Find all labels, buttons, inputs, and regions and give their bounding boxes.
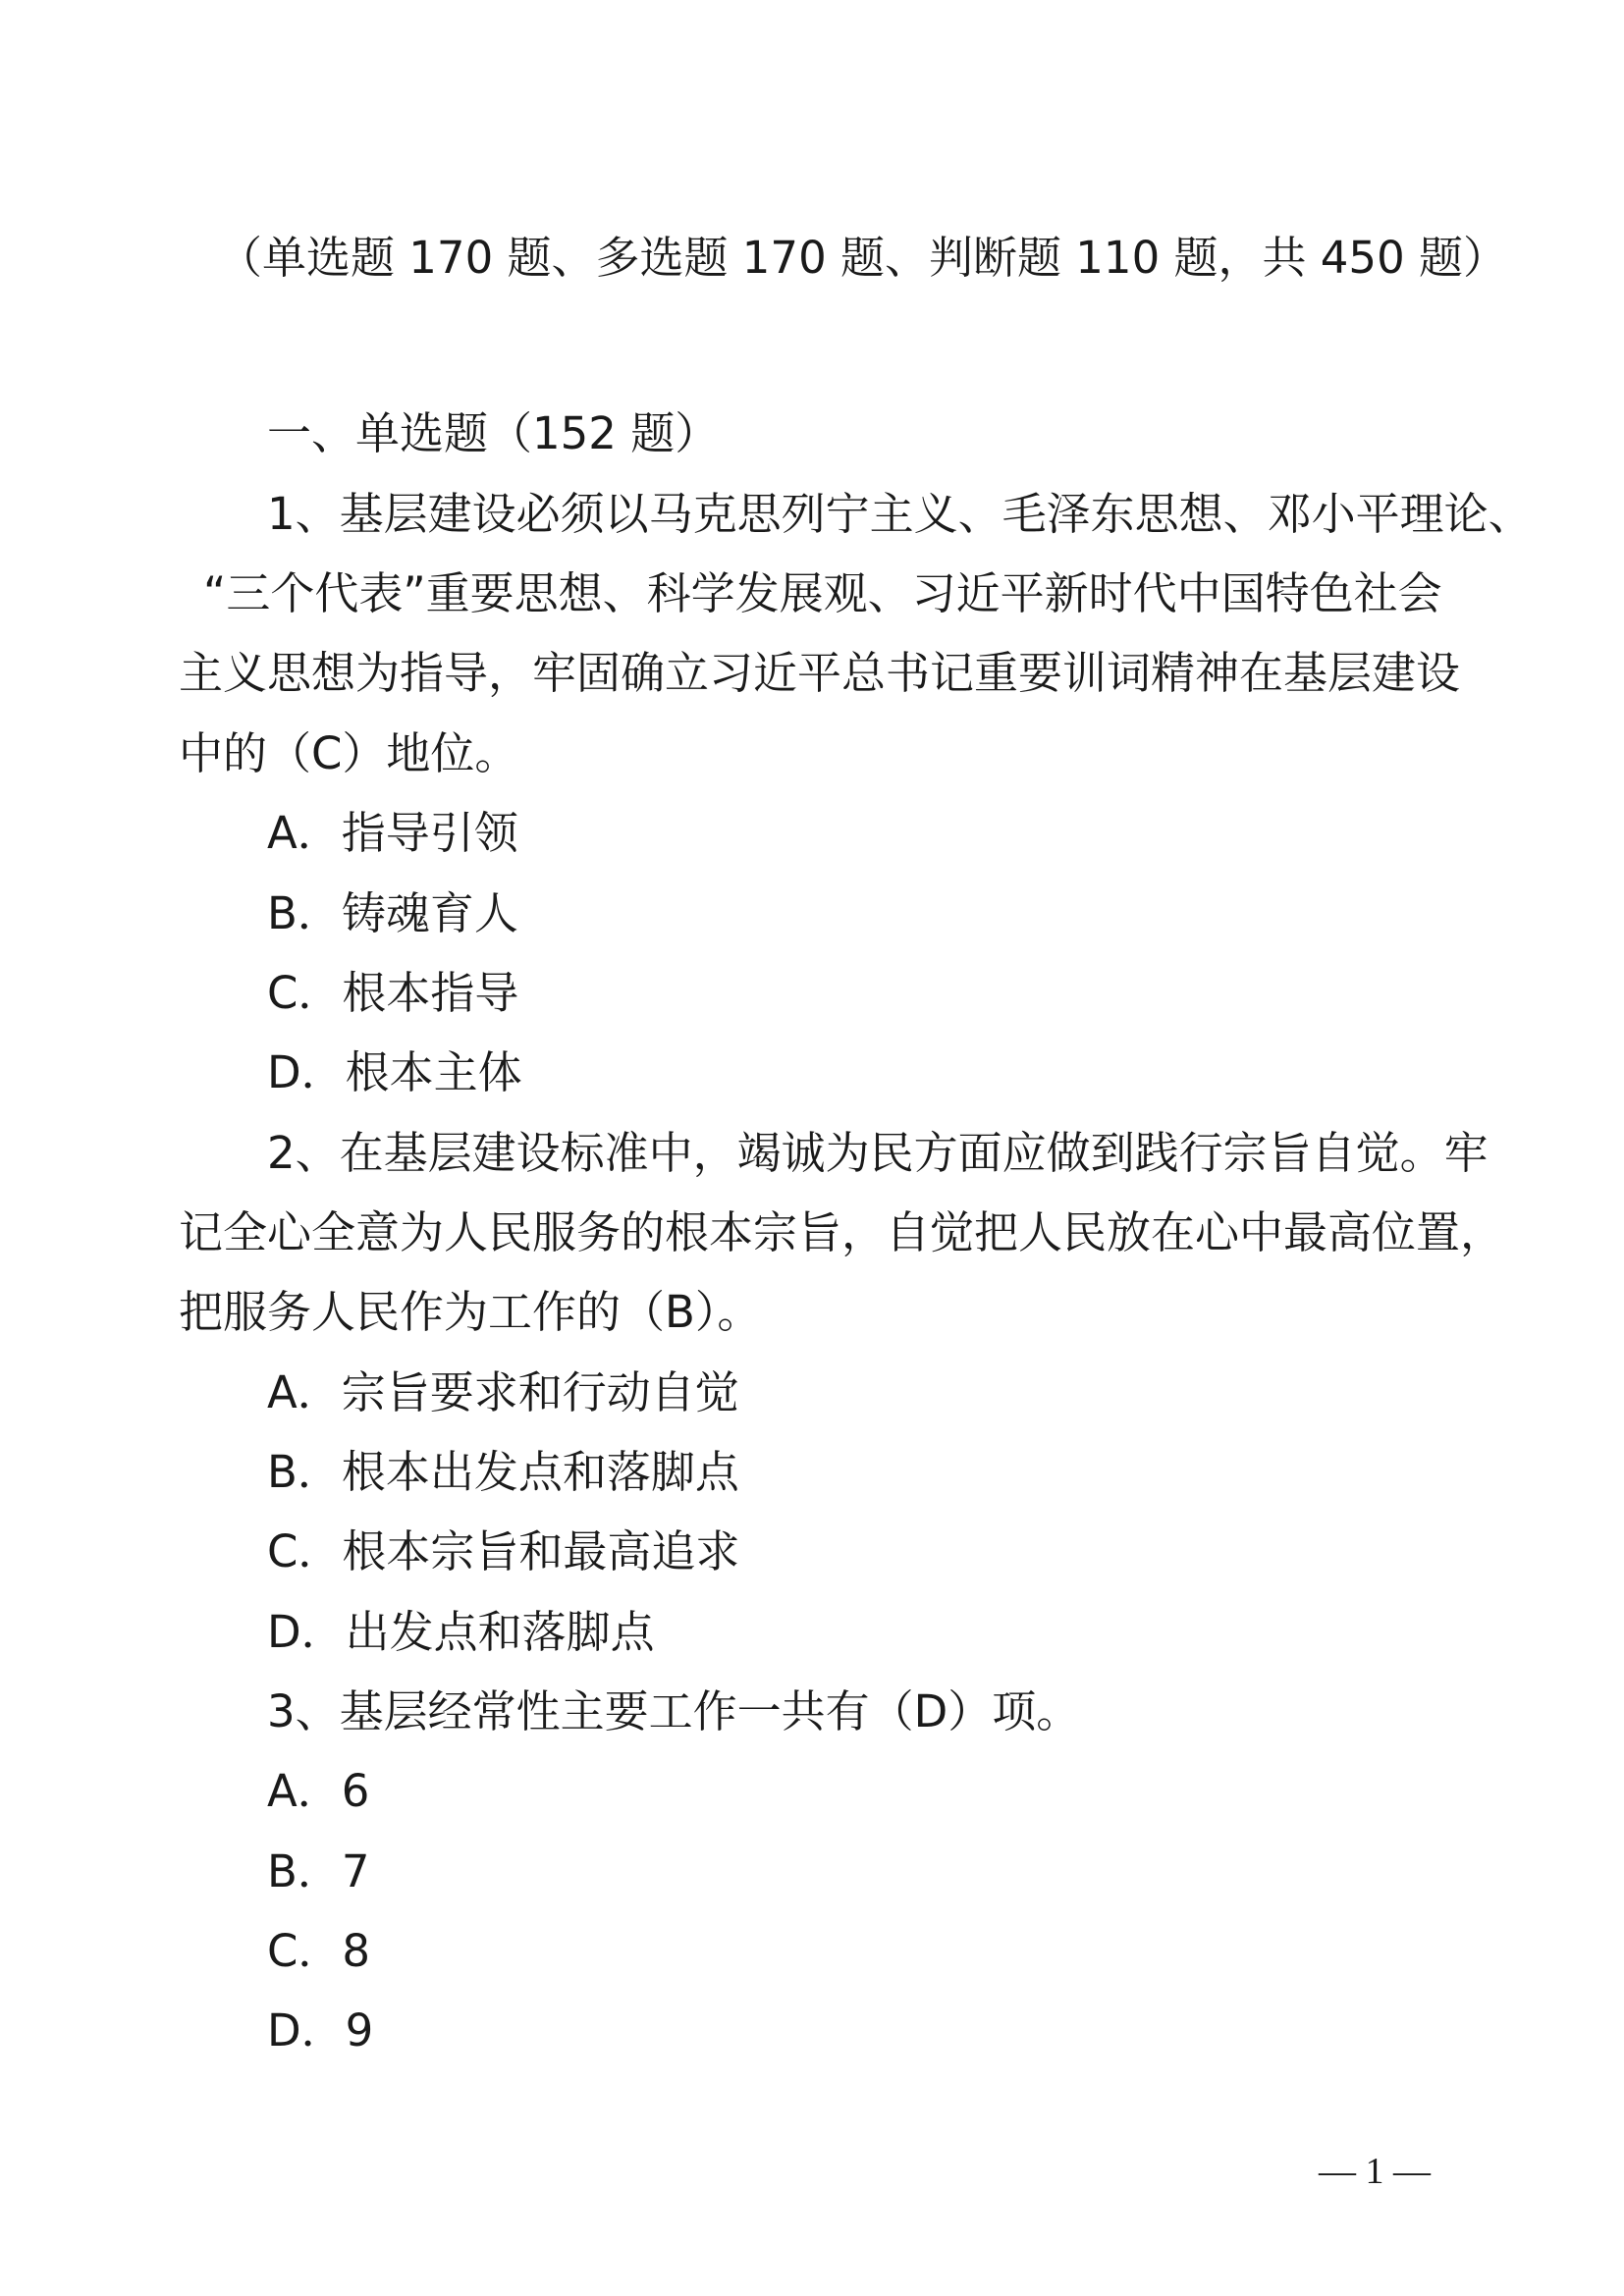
question-3-option-c: C．8: [267, 1925, 371, 1977]
question-2-stem-line-3: 把服务人民作为工作的（B）。: [179, 1286, 762, 1338]
question-2-stem-line-2: 记全心全意为人民服务的根本宗旨，自觉把人民放在心中最高位置，: [179, 1206, 1505, 1258]
question-1-stem-line-4: 中的（C）地位。: [179, 727, 519, 779]
question-2-option-a: A．宗旨要求和行动自觉: [267, 1366, 739, 1418]
question-2-option-c: C．根本宗旨和最高追求: [267, 1525, 740, 1577]
question-1-stem-line-1: 1、基层建设必须以马克思列宁主义、毛泽东思想、邓小平理论、: [267, 488, 1533, 540]
question-1-option-a: A．指导引领: [267, 807, 518, 859]
question-3-stem-line-1: 3、基层经常性主要工作一共有（D）项。: [267, 1685, 1081, 1737]
question-3-option-b: B．7: [267, 1845, 370, 1897]
question-2-option-d: D．出发点和落脚点: [267, 1606, 655, 1658]
question-count-summary: （单选题 170 题、多选题 170 题、判断题 110 题，共 450 题）: [218, 232, 1507, 284]
question-3-option-d: D．9: [267, 2004, 374, 2056]
question-1-stem-line-2: “三个代表”重要思想、科学发展观、习近平新时代中国特色社会: [203, 567, 1442, 619]
question-3-option-a: A．6: [267, 1765, 370, 1817]
section-heading: 一、单选题（152 题）: [267, 407, 720, 459]
question-1-option-c: C．根本指导: [267, 967, 519, 1019]
question-2-stem-line-1: 2、在基层建设标准中，竭诚为民方面应做到践行宗旨自觉。牢: [267, 1127, 1489, 1179]
question-1-option-d: D．根本主体: [267, 1046, 522, 1098]
question-2-option-b: B．根本出发点和落脚点: [267, 1446, 739, 1498]
question-1-stem-line-3: 主义思想为指导，牢固确立习近平总书记重要训词精神在基层建设: [179, 647, 1461, 699]
page-number: — 1 —: [1319, 2151, 1431, 2192]
question-1-option-b: B．铸魂育人: [267, 887, 518, 939]
